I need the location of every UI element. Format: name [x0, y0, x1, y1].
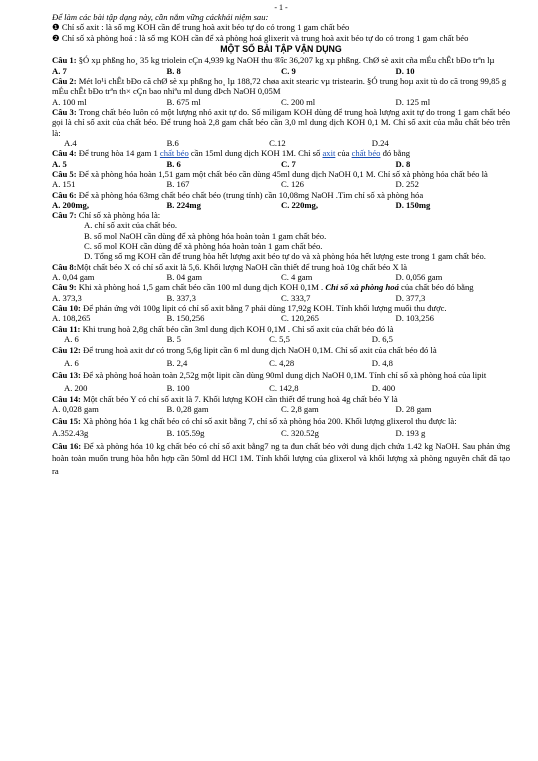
option-a: A. 5 [52, 158, 67, 169]
option-a: A. chỉ số axit của chất béo. [84, 220, 178, 231]
option-a: A. 151 [52, 179, 76, 190]
question-16 [52, 440, 510, 479]
option-c: C. 4 gam [281, 272, 313, 283]
option-d: D. 103,256 [395, 313, 434, 324]
option-b: B. 675 ml [166, 96, 201, 107]
option-d: D. 150mg [395, 199, 431, 210]
option-c: C. 220mg, [281, 199, 318, 210]
option-c: C. 200 ml [281, 96, 316, 107]
option-b: B. 337,3 [166, 292, 196, 303]
option-c: C.12 [269, 137, 286, 148]
question-15 [52, 415, 510, 427]
option-a: A. 0,04 gam [52, 272, 95, 283]
option-d: D. 4,8 [371, 357, 393, 368]
option-a: A. 6 [64, 333, 79, 344]
question-text: Để phản ứng với 100g lipit có chỉ số axit bằng 7 phải dùng 17,92g KOH. Tính khối lượng muối thu được. [83, 302, 447, 313]
option-d: D. 252 [395, 179, 419, 190]
option-b: B. 167 [166, 179, 190, 190]
option-a: A. 100 ml [52, 96, 87, 107]
question-13 [52, 369, 510, 381]
option-c: C. 126 [281, 179, 304, 190]
emphasis-text: Chỉ số xà phòng hoá [325, 282, 399, 293]
option-c: C. 7 [281, 158, 296, 169]
question-2 [52, 76, 510, 97]
question-text: Một chất béo Y có chỉ số axit là 7. Khối lượng KOH cần thiết để trung hoà 4g chất béo Y là [83, 394, 398, 405]
option-d: D. 400 [371, 382, 396, 393]
section-heading: MỘT SỐ BÀI TẬP VẬN DỤNG [220, 43, 342, 54]
question-9 [52, 282, 510, 292]
definition-saponification-index: ❷ Chỉ số xà phòng hoá : là số mg KOH cần để xà phòng hoá glixerit và trung hoà axit béo tự do có trong 1 gam chất béo [52, 32, 469, 43]
question-14 [52, 394, 510, 404]
question-text: của chất béo đó bằng [398, 282, 474, 293]
option-b: B. 5 [166, 333, 181, 344]
page-number: - 1 - [274, 3, 288, 12]
question-11-options [52, 334, 510, 344]
question-1-options [52, 66, 510, 76]
question-number: Câu 10: [52, 302, 81, 313]
option-a: A. 373,3 [52, 292, 82, 303]
question-number: Câu 8: [52, 261, 77, 272]
question-text: của [335, 148, 352, 159]
question-7 [52, 210, 510, 220]
option-b: B. 150,256 [166, 313, 205, 324]
question-number: Câu 7: [52, 210, 77, 221]
question-4-options [52, 159, 510, 169]
option-b: B. 100 [166, 382, 190, 393]
option-c: C. 142,8 [269, 382, 299, 393]
option-b: B. 04 gam [166, 272, 203, 283]
link-chat-beo[interactable]: chất béo [351, 148, 381, 159]
question-text: Để xà phòng hóa 63mg chất béo chất béo (trung tính) cần 10,08mg NaOH .Tìm chỉ số xà phòng hóa [78, 189, 424, 200]
option-a: A. 108,265 [52, 313, 91, 324]
question-text: Một chất béo X có chỉ số axit là 5,6. Khối lượng NaOH cần thiết để trung hoà 10g chất béo X là [76, 261, 408, 272]
question-11 [52, 324, 510, 334]
option-b: B. 8 [166, 65, 181, 76]
option-b: B. 2,4 [166, 357, 188, 368]
question-text: Để xà phòng hoá hoàn toàn 2,52g một lipit cần dùng 90ml dung dịch NaOH 0,1M. Tính chỉ số xà phòng hoá của lipit [83, 370, 487, 381]
question-number: Câu 15: [52, 415, 81, 426]
question-number: Câu 5: [52, 168, 77, 179]
intro-line: Để làm các bài tập dạng này, cần nắm vững cáckhái niệm sau: [52, 12, 269, 22]
question-3-options [52, 138, 510, 148]
option-b: B. số mol NaOH cần dùng để xà phòng hóa hoàn toàn 1 gam chất béo. [84, 230, 327, 241]
option-c: C. số mol KOH cần dùng để xà phòng hóa hoàn toàn 1 gam chất béo. [84, 241, 323, 252]
question-4 [52, 148, 510, 158]
question-number: Câu 2: [52, 76, 77, 87]
question-5 [52, 169, 510, 179]
question-text: Để trung hoà axit dư có trong 5,6g lipit cần 6 ml dung dịch NaOH 0,1M. Chỉ số axit của chất béo đó là [83, 345, 437, 356]
question-number: Câu 11: [52, 323, 81, 334]
question-text: Khi trung hoà 2,8g chất béo cần 3ml dung dịch KOH 0,1M . Chỉ số axit của chất béo đó là [82, 323, 394, 334]
question-text: Trong chất béo luôn có một lượng nhỏ axit tự do. Số miligam KOH dùng để trung hoà lượng axit tự do trong 1 gam chất béo gọi là chỉ số axit của chất béo. Để trung hoà 2,8 gam chất béo cần 3,0 ml dung dịch KOH 0,1 M. Chỉ số axit của mẫu chất béo trên là: [52, 107, 510, 138]
document-page [52, 4, 510, 478]
question-6-options [52, 200, 510, 210]
question-12 [52, 344, 510, 356]
option-a: A.4 [64, 137, 77, 148]
question-15-options [52, 427, 510, 439]
question-text: Chỉ số xà phòng hóa là: [78, 210, 161, 221]
definition-acid-index: ❶ Chỉ số axit : là số mg KOH cần để trung hoà axit béo tự do có trong 1 gam chất béo [52, 22, 350, 33]
question-13-options [52, 382, 510, 394]
option-a: A. 200 [64, 382, 88, 393]
question-9-options [52, 293, 510, 303]
option-a: A. 6 [64, 357, 79, 368]
option-a: A.352.43g [52, 428, 89, 439]
question-5-options [52, 179, 510, 189]
option-a: A. 7 [52, 65, 67, 76]
question-8-options [52, 272, 510, 282]
question-number: Câu 9: [52, 282, 77, 293]
link-chat-beo[interactable]: chất béo [159, 148, 189, 159]
option-b: B. 6 [166, 158, 181, 169]
option-d: D. 8 [395, 158, 411, 169]
question-text: Để trung hòa 14 gam 1 [78, 148, 160, 159]
question-10-options [52, 313, 510, 323]
question-number: Câu 1: [52, 55, 77, 66]
option-d: D. Tổng số mg KOH cần để trung hòa hết lượng axit béo tự do và xà phòng hóa hết lượng este trong 1 gam chất béo. [84, 251, 486, 262]
option-d: D.24 [371, 137, 389, 148]
option-b: B. 224mg [166, 199, 201, 210]
option-c: C. 333,7 [281, 292, 311, 303]
option-d: D. 0,056 gam [395, 272, 443, 283]
question-1 [52, 55, 510, 65]
question-2-options [52, 97, 510, 107]
question-number: Câu 3: [52, 107, 77, 118]
option-a: A. 200mg, [52, 199, 89, 210]
option-b: B.6 [166, 137, 179, 148]
option-d: D. 377,3 [395, 292, 426, 303]
question-number: Câu 4: [52, 148, 77, 159]
option-c: C. 320.52g [281, 428, 319, 439]
question-14-options [52, 404, 510, 414]
question-number: Câu 6: [52, 189, 77, 200]
option-d: D. 6,5 [371, 333, 393, 344]
option-b: B. 105.59g [166, 428, 205, 439]
option-c: C. 120,265 [281, 313, 319, 324]
question-8 [52, 262, 510, 272]
question-6 [52, 190, 510, 200]
question-10 [52, 303, 510, 313]
option-a: A. 0,028 gam [52, 404, 99, 415]
option-b: B. 0,28 gam [166, 404, 209, 415]
option-c: C. 5,5 [269, 333, 290, 344]
question-text: cần 15ml dung dịch KOH 1M. Chỉ số [188, 148, 323, 159]
question-text: §Ó xµ phßng ho¸ 35 kg triolein cÇn 4,939 kg NaOH thu ®îc 36,207 kg xµ phßng. ChØ sè axit cña mÉu chÊt bÐo trªn lµ [78, 55, 495, 66]
option-c: C. 4,28 [269, 357, 295, 368]
question-number: Câu 14: [52, 394, 81, 405]
option-d: D. 28 gam [395, 404, 432, 415]
question-number: Câu 13: [52, 370, 81, 381]
question-number: Câu 12: [52, 345, 81, 356]
question-12-options [52, 357, 510, 369]
question-text: Để xà phòng hóa 10 kg chất béo có chỉ số axit bằng7 ng ta đun chất béo với dung dịch chứa 1.42 kg NaOH. Sau phản ứng hoàn toàn muốn trung hòa hỗn hợp cần 50ml dd HCl 1M. Tính khối lượng của glixerol và khối lượng xà phòng nguyên chất đã tạo ra [52, 440, 510, 477]
question-number: Câu 16: [52, 440, 82, 451]
question-text: Để xà phòng hóa hoàn 1,51 gam một chất béo cần dùng 45ml dung dịch NaOH 0,1 M. Chỉ số xà phòng hóa chất béo là [78, 168, 488, 179]
question-text: Khi xà phòng hoá 1,5 gam chất béo cần 100 ml dung dịch KOH 0,1M . [78, 282, 326, 293]
option-c: C. 9 [281, 65, 296, 76]
option-d: D. 193 g [395, 428, 426, 439]
question-text: Mét lo¹i chÊt bÐo cã chØ sè xµ phßng ho¸ lµ 188,72 chøa axit stearic vµ tristearin. §Ó trung hoµ axit tù do cã trong 99,85 g mÉu chÊt bÐo trªn th× cÇn bao nhiªu ml dung dÞch NaOH 0,05M [52, 76, 507, 97]
link-axit[interactable]: axit [322, 148, 336, 159]
question-text: đó bằng [380, 148, 411, 159]
option-d: D. 10 [395, 65, 415, 76]
question-3 [52, 107, 510, 138]
option-c: C. 2,8 gam [281, 404, 319, 415]
option-d: D. 125 ml [395, 96, 431, 107]
question-text: Xà phòng hóa 1 kg chất béo có chỉ số axit bằng 7, chỉ số xà phòng hóa 200. Khối lượng glixerol thu được là: [83, 415, 457, 426]
